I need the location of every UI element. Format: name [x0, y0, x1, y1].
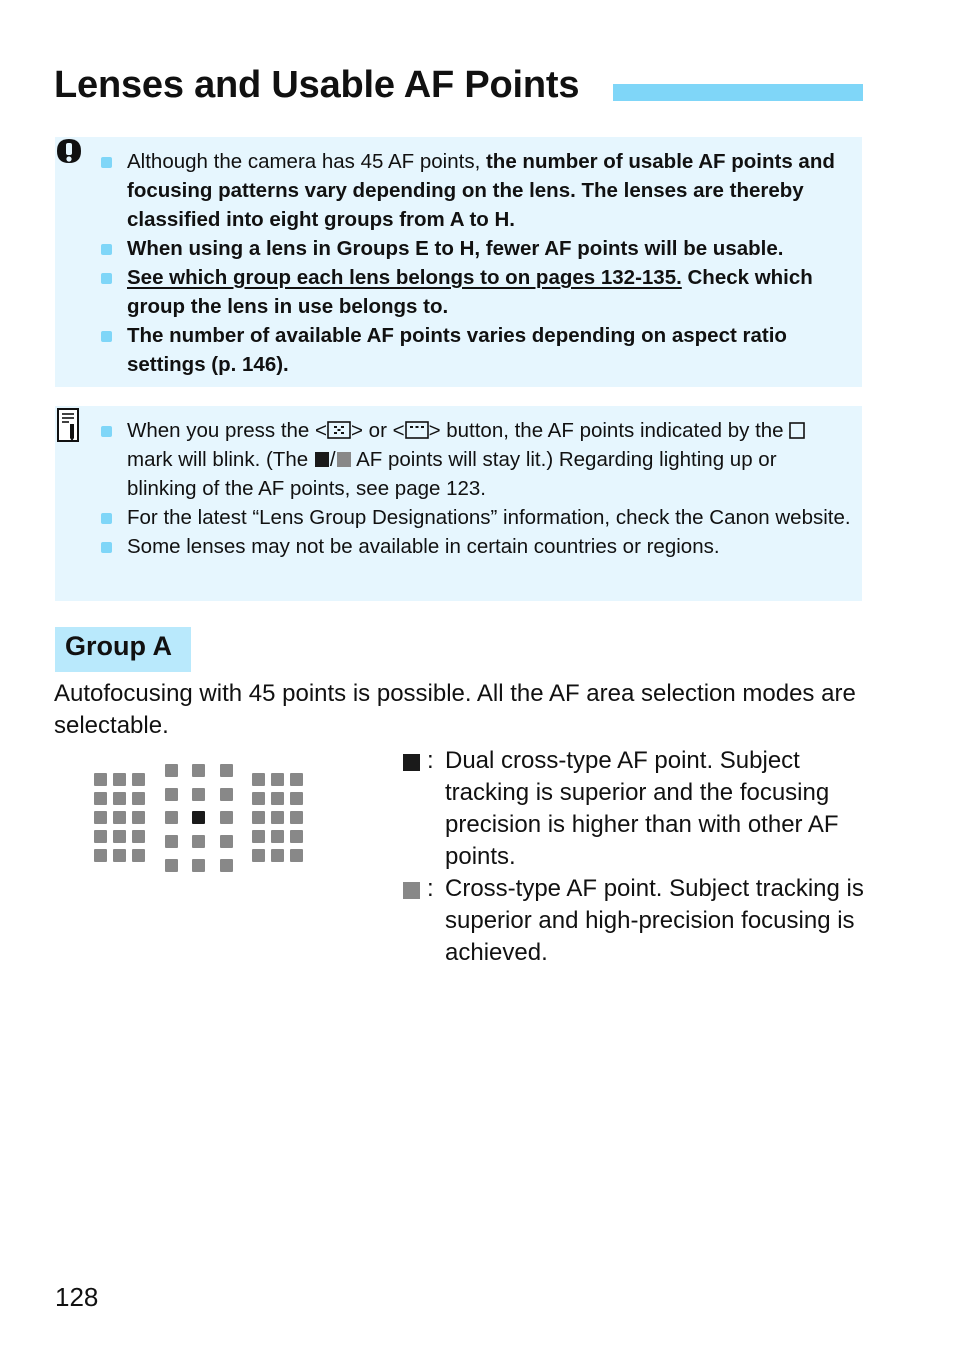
af-point-cross [132, 849, 145, 862]
af-point-cross [192, 859, 205, 872]
af-point-cross [113, 773, 126, 786]
af-point-cross [290, 849, 303, 862]
caution-box [55, 137, 862, 387]
af-point-cross [252, 849, 265, 862]
list-item: When you press the < > or < > button, the AF points indicated by the mark will blink. (The / AF points will stay lit.) Regarding lighting up or blinking of the AF points, see page 123. [101, 416, 851, 503]
af-point-cross [94, 792, 107, 805]
af-point-dual-cross [192, 811, 205, 824]
af-point-cross [132, 773, 145, 786]
af-point-cross [192, 788, 205, 801]
legend-item-dual-cross: : Dual cross-type AF point. Subject tracking is superior and the focusing precision is higher than with other AF points. [403, 745, 873, 873]
list-item: See which group each lens belongs to on pages 132-135. Check which group the lens in use belongs to. [101, 263, 851, 321]
note-list [101, 416, 851, 561]
af-point-cross [220, 764, 233, 777]
af-point-cross [113, 830, 126, 843]
af-point-cross [252, 811, 265, 824]
af-area-selection-button-icon [405, 421, 429, 439]
af-point-cross [220, 811, 233, 824]
af-point-cross [220, 788, 233, 801]
af-point-cross [165, 835, 178, 848]
af-point-cross [113, 811, 126, 824]
af-point-cross [132, 792, 145, 805]
af-point-cross [94, 849, 107, 862]
af-point-cross [132, 830, 145, 843]
af-point-cross [165, 811, 178, 824]
list-item: Some lenses may not be available in certain countries or regions. [101, 532, 851, 561]
af-point-cross [165, 788, 178, 801]
af-point-cross [290, 773, 303, 786]
page-reference-link[interactable]: See which group each lens belongs to on pages 132-135. [127, 266, 682, 289]
af-point-cross [290, 811, 303, 824]
af-point-cross [252, 773, 265, 786]
af-point-cross [113, 849, 126, 862]
group-a-intro: Autofocusing with 45 points is possible. All the AF area selection modes are selectable. [54, 680, 856, 739]
page-title: Lenses and Usable AF Points [54, 64, 580, 106]
af-point-cross [132, 811, 145, 824]
note-memo-icon [55, 408, 85, 444]
page-number: 128 [55, 1282, 99, 1312]
caution-exclamation-icon [55, 137, 85, 173]
af-point-cross [113, 792, 126, 805]
af-point-cross [290, 830, 303, 843]
af-point-cross [165, 859, 178, 872]
cross-point-swatch-icon [403, 882, 420, 899]
dual-cross-point-swatch-icon [403, 754, 420, 771]
empty-square-mark-icon [789, 422, 805, 439]
caution-list [101, 147, 851, 379]
group-a-heading: Group A [55, 627, 191, 672]
list-item: Although the camera has 45 AF points, the number of usable AF points and focusing patterns vary depending on the lens. The lenses are thereby classified into eight groups from A to H. [101, 147, 851, 234]
title-accent-bar [613, 84, 863, 101]
af-point-cross [271, 811, 284, 824]
af-point-cross [220, 859, 233, 872]
af-point-cross [271, 849, 284, 862]
dual-cross-point-mark-icon [314, 451, 330, 468]
af-point-cross [165, 764, 178, 777]
af-point-cross [192, 835, 205, 848]
af-point-legend [403, 745, 873, 969]
cross-point-mark-icon [336, 451, 352, 468]
af-point-cross [94, 811, 107, 824]
list-item: The number of available AF points varies depending on aspect ratio settings (p. 146). [101, 321, 851, 379]
note-box [55, 406, 862, 601]
list-item: For the latest “Lens Group Designations” information, check the Canon website. [101, 503, 851, 532]
af-point-cross [290, 792, 303, 805]
af-point-cross [271, 830, 284, 843]
af-point-cross [271, 792, 284, 805]
af-point-cross [252, 792, 265, 805]
list-item: When using a lens in Groups E to H, fewer AF points will be usable. [101, 234, 851, 263]
legend-item-cross: : Cross-type AF point. Subject tracking is superior and high-precision focusing is achieved. [403, 873, 873, 969]
af-point-diagram [94, 764, 306, 874]
af-point-cross [192, 764, 205, 777]
af-point-cross [220, 835, 233, 848]
af-point-cross [94, 773, 107, 786]
af-point-cross [252, 830, 265, 843]
af-point-cross [94, 830, 107, 843]
af-point-cross [271, 773, 284, 786]
af-point-selection-button-icon [327, 421, 351, 439]
